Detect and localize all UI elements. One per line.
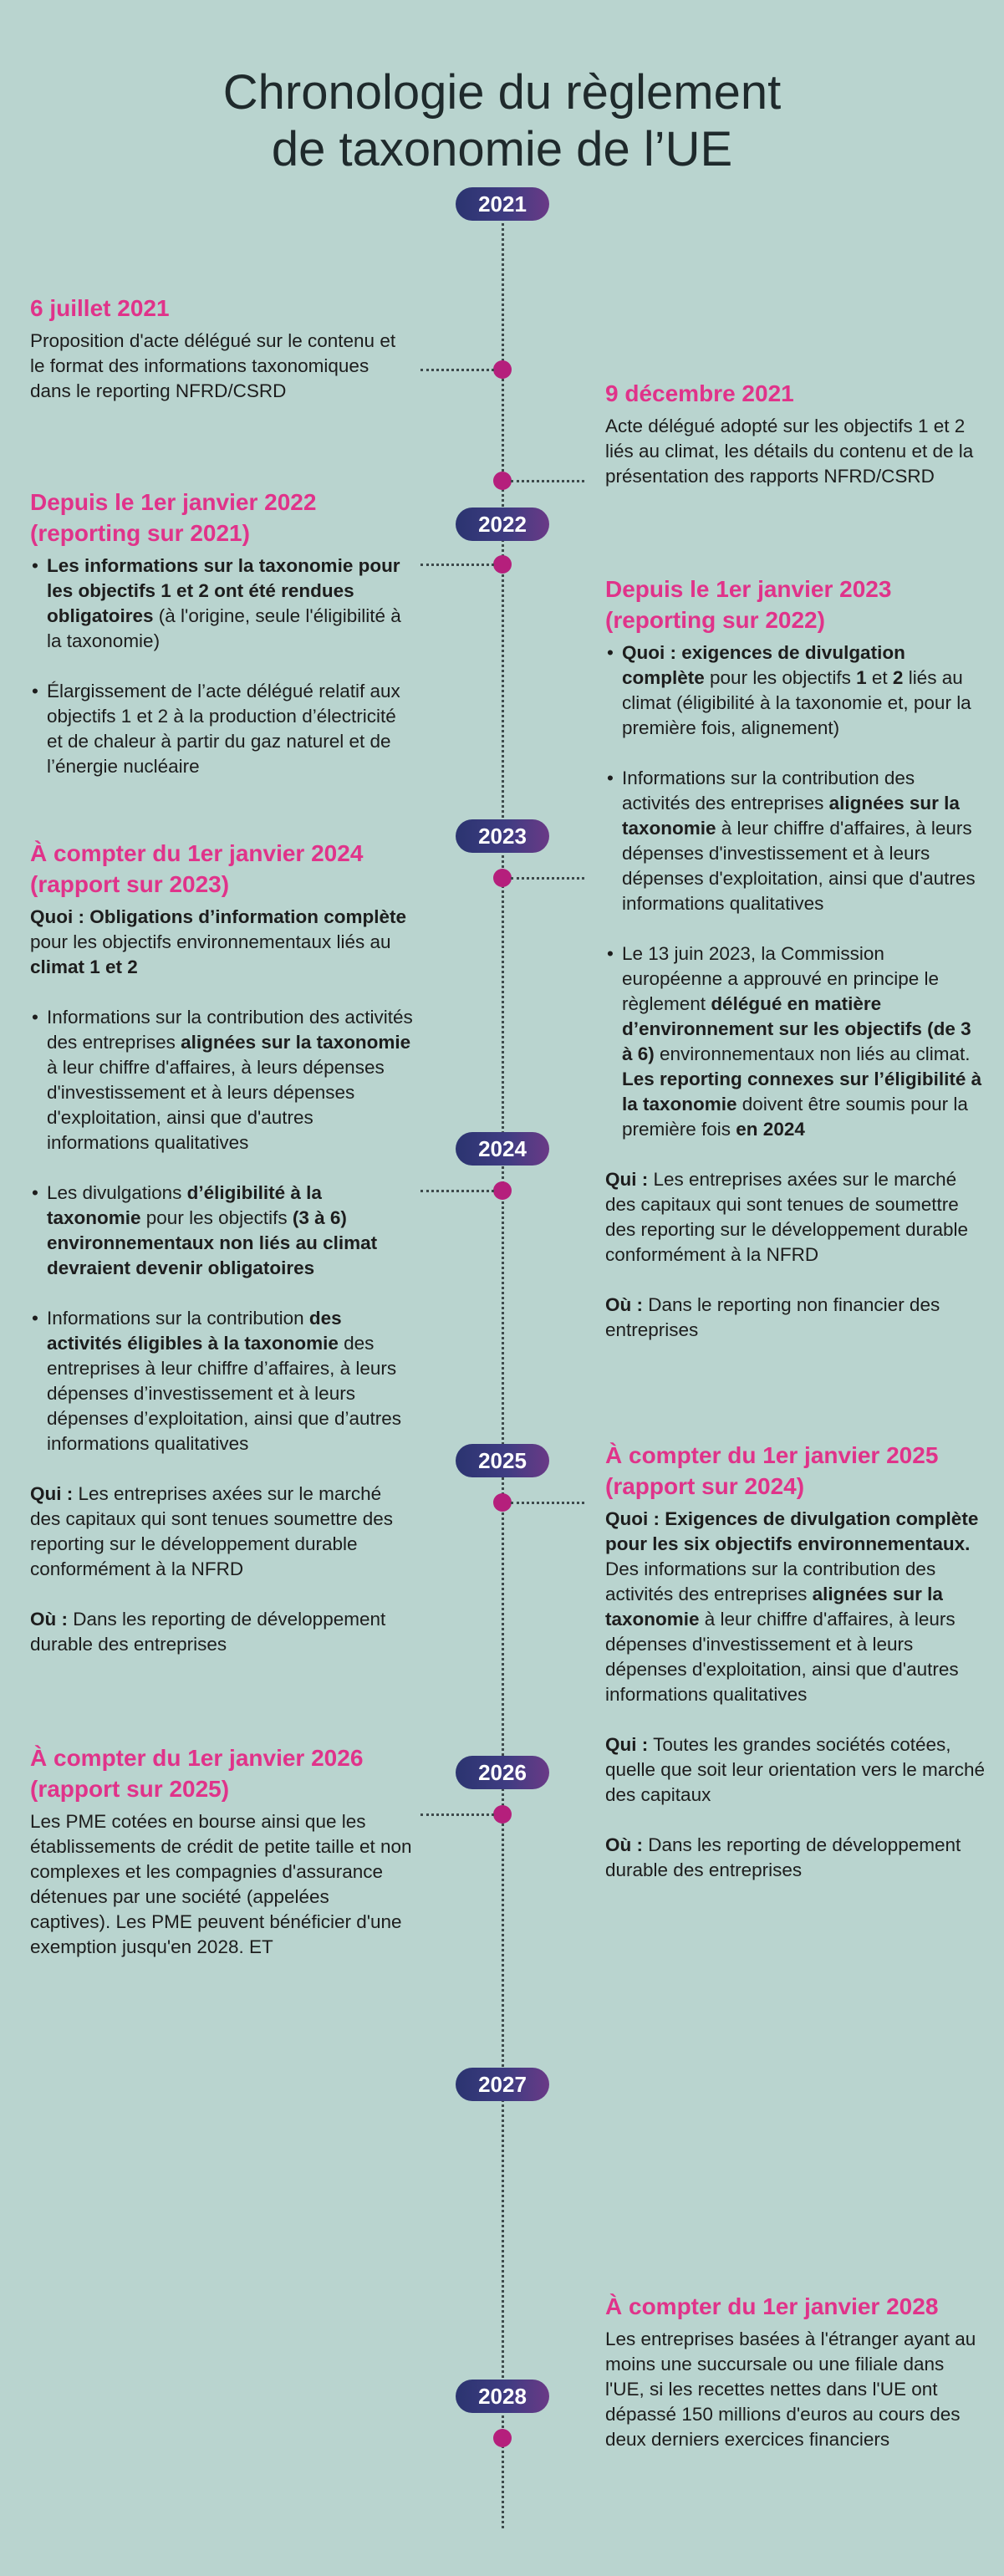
year-pill-2024: 2024 xyxy=(456,1132,549,1166)
timeline-dot xyxy=(493,1181,512,1200)
list-item xyxy=(605,941,986,1142)
list-item xyxy=(30,553,415,654)
where-text: Dans le reporting non financier des entreprises xyxy=(605,1294,940,1340)
bullet-list xyxy=(30,553,415,779)
text: Les divulgations xyxy=(47,1182,187,1203)
leader-line xyxy=(511,1502,584,1504)
bold-text: alignées sur la taxonomie xyxy=(181,1032,411,1053)
what-line xyxy=(605,1507,986,1707)
heading-line-1: Depuis le 1er janvier 2022 xyxy=(30,489,317,515)
bullet-list xyxy=(605,640,986,1142)
text: à leur chiffre d'affaires, à leurs dépenses d'investissement et à leurs dépenses d'exploitation, ainsi que d'autres informations qualitatives xyxy=(622,818,976,914)
text: Élargissement de l’acte délégué relatif aux objectifs 1 et 2 à la production d’électricité et de chaleur à partir du gaz naturel et de l’énergie nucléaire xyxy=(47,681,400,777)
heading-line-1: À compter du 1er janvier 2025 xyxy=(605,1442,939,1468)
text: Informations sur la contribution des activités des entreprises xyxy=(47,1007,413,1053)
list-item xyxy=(30,1005,415,1155)
where-line xyxy=(605,1293,986,1343)
where-line xyxy=(605,1833,986,1883)
event-heading: 6 juillet 2021 xyxy=(30,295,170,321)
bold-text: des activités éligibles à la taxonomie xyxy=(47,1308,342,1354)
bold-text: 1 xyxy=(856,667,867,688)
what-label: Quoi : Obligations d’information complète xyxy=(30,906,406,927)
bold-text: Les informations sur la taxonomie pour les objectifs 1 et 2 ont été rendues obligatoires xyxy=(47,555,400,626)
who-text: Les entreprises axées sur le marché des capitaux qui sont tenues de soumettre des reporting sur le développement durable conformément à la NFRD xyxy=(605,1169,969,1265)
text: liés au climat (éligibilité à la taxonomie et, pour la première fois, alignement) xyxy=(622,667,971,738)
bullet-list xyxy=(30,1005,415,1456)
text: pour les objectifs xyxy=(140,1207,293,1228)
event-text: Les PME cotées en bourse ainsi que les établissements de crédit de petite taille et non complexes et les compagnies d'assurance détenues par une société (appelées captives). Les PME peuvent bénéficier d'une exemption jusqu'en 2028. ET xyxy=(30,1811,412,1957)
leader-line xyxy=(420,1190,494,1192)
bold-text: Quoi : exigences de divulgation complète xyxy=(622,642,905,688)
year-pill-2027: 2027 xyxy=(456,2068,549,2101)
where-label: Où : xyxy=(30,1609,68,1630)
heading-line-2: (reporting sur 2022) xyxy=(605,607,825,633)
page-title xyxy=(0,64,1004,178)
event-2021-july xyxy=(30,293,415,404)
heading-line-1: À compter du 1er janvier 2024 xyxy=(30,840,364,866)
event-heading: À compter du 1er janvier 2028 xyxy=(605,2293,939,2319)
text: et xyxy=(866,667,893,688)
event-2021-december xyxy=(605,378,986,489)
bold-text: alignées sur la taxonomie xyxy=(605,1584,943,1630)
text: pour les objectifs xyxy=(704,667,857,688)
who-label: Qui : xyxy=(605,1169,649,1190)
text: (à l'origine, seule l'éligibilité à la taxonomie) xyxy=(47,605,401,651)
year-pill-2022: 2022 xyxy=(456,508,549,541)
heading-line-1: Depuis le 1er janvier 2023 xyxy=(605,576,892,602)
text: doivent être soumis pour la première fois xyxy=(622,1094,968,1140)
list-item xyxy=(605,640,986,741)
event-2023 xyxy=(605,574,986,1343)
text: Des informations sur la contribution des activités des entreprises xyxy=(605,1558,936,1604)
year-pill-2028: 2028 xyxy=(456,2380,549,2413)
leader-line xyxy=(420,564,494,566)
event-2028 xyxy=(605,2291,986,2452)
event-text: Acte délégué adopté sur les objectifs 1 et 2 liés au climat, les détails du contenu et de la présentation des rapports NFRD/CSRD xyxy=(605,416,974,487)
timeline-dot xyxy=(493,472,512,490)
where-line xyxy=(30,1607,415,1657)
event-text: Les entreprises basées à l'étranger ayant au moins une succursale ou une filiale dans l'UE, si les recettes nettes dans l'UE ont dépassé 150 millions d'euros au cours des deux derniers exercices financiers xyxy=(605,2329,976,2450)
who-text: Toutes les grandes sociétés cotées, quelle que soit leur orientation vers le marché des capitaux xyxy=(605,1734,985,1805)
text: des entreprises à leur chiffre d’affaires, à leurs dépenses d’investissement et à leurs dépenses d’exploitation, ainsi que d’autres informations qualitatives xyxy=(47,1333,402,1454)
text: à leur chiffre d'affaires, à leurs dépenses d'investissement et à leurs dépenses d'exploitation, ainsi que d'autres informations qualitatives xyxy=(47,1057,385,1153)
who-line xyxy=(605,1167,986,1268)
leader-line xyxy=(511,480,584,482)
event-heading xyxy=(30,838,415,900)
year-pill-2025: 2025 xyxy=(456,1444,549,1477)
list-item xyxy=(30,679,415,779)
event-heading: 9 décembre 2021 xyxy=(605,380,794,406)
heading-line-1: À compter du 1er janvier 2026 xyxy=(30,1745,364,1771)
who-label: Qui : xyxy=(30,1483,74,1504)
bold-text: d’éligibilité à la taxonomie xyxy=(47,1182,322,1228)
bold-text: (3 à 6) environnementaux non liés au climat devraient devenir obligatoires xyxy=(47,1207,378,1278)
timeline-dot xyxy=(493,869,512,887)
bold-text: Quoi : Exigences de divulgation complète pour les six objectifs environnementaux. xyxy=(605,1508,979,1554)
year-pill-2021: 2021 xyxy=(456,187,549,221)
event-2026 xyxy=(30,1742,415,1960)
heading-line-2: (rapport sur 2025) xyxy=(30,1776,230,1802)
text: Informations sur la contribution des activités des entreprises xyxy=(622,768,915,814)
timeline-dot xyxy=(493,1493,512,1512)
where-label: Où : xyxy=(605,1834,643,1855)
text: Le 13 juin 2023, la Commission européenne a approuvé en principe le règlement xyxy=(622,943,940,1014)
bold-text: en 2024 xyxy=(736,1119,805,1140)
event-2024 xyxy=(30,838,415,1657)
who-line xyxy=(605,1732,986,1808)
bold-text: Les reporting connexes sur l’éligibilité à la taxonomie xyxy=(622,1069,982,1115)
who-label: Qui : xyxy=(605,1734,649,1755)
year-pill-2023: 2023 xyxy=(456,819,549,853)
text: environnementaux non liés au climat. xyxy=(654,1043,971,1064)
event-text: Proposition d'acte délégué sur le contenu et le format des informations taxonomiques dans le reporting NFRD/CSRD xyxy=(30,330,396,401)
heading-line-2: (rapport sur 2023) xyxy=(30,871,230,897)
heading-line-2: (rapport sur 2024) xyxy=(605,1473,805,1499)
event-heading xyxy=(605,1440,986,1502)
event-2025 xyxy=(605,1440,986,1883)
event-heading xyxy=(30,1742,415,1804)
timeline-dot xyxy=(493,1805,512,1824)
timeline-dot xyxy=(493,2429,512,2447)
heading-line-2: (reporting sur 2021) xyxy=(30,520,250,546)
timeline-dot xyxy=(493,555,512,574)
leader-line xyxy=(511,877,584,880)
bold-text: 2 xyxy=(892,667,904,688)
title-line-2: de taxonomie de l’UE xyxy=(271,121,733,176)
list-item xyxy=(605,766,986,916)
list-item xyxy=(30,1306,415,1456)
timeline-axis xyxy=(502,204,504,2528)
timeline-dot xyxy=(493,360,512,379)
where-text: Dans les reporting de développement durable des entreprises xyxy=(605,1834,961,1880)
who-text: Les entreprises axées sur le marché des capitaux qui sont tenues soumettre des reporting sur le développement durable conformément à la NFRD xyxy=(30,1483,394,1579)
where-text: Dans les reporting de développement durable des entreprises xyxy=(30,1609,386,1655)
title-line-1: Chronologie du règlement xyxy=(222,64,782,120)
text: pour les objectifs environnementaux liés au xyxy=(30,931,391,952)
leader-line xyxy=(420,369,494,371)
what-line xyxy=(30,905,415,980)
event-heading xyxy=(30,487,415,548)
text: à leur chiffre d'affaires, à leurs dépenses d'investissement et à leurs dépenses d'exploitation, ainsi que d'autres informations qualitatives xyxy=(605,1609,959,1705)
leader-line xyxy=(420,1813,494,1816)
bold-text: délégué en matière d’environnement sur les objectifs (de 3 à 6) xyxy=(622,993,971,1064)
bold-text: alignées sur la taxonomie xyxy=(622,793,960,839)
text: Informations sur la contribution xyxy=(47,1308,309,1329)
event-heading xyxy=(605,574,986,635)
bold-text: climat 1 et 2 xyxy=(30,956,138,977)
where-label: Où : xyxy=(605,1294,643,1315)
year-pill-2026: 2026 xyxy=(456,1756,549,1789)
who-line xyxy=(30,1482,415,1582)
list-item xyxy=(30,1181,415,1281)
event-2022 xyxy=(30,487,415,779)
